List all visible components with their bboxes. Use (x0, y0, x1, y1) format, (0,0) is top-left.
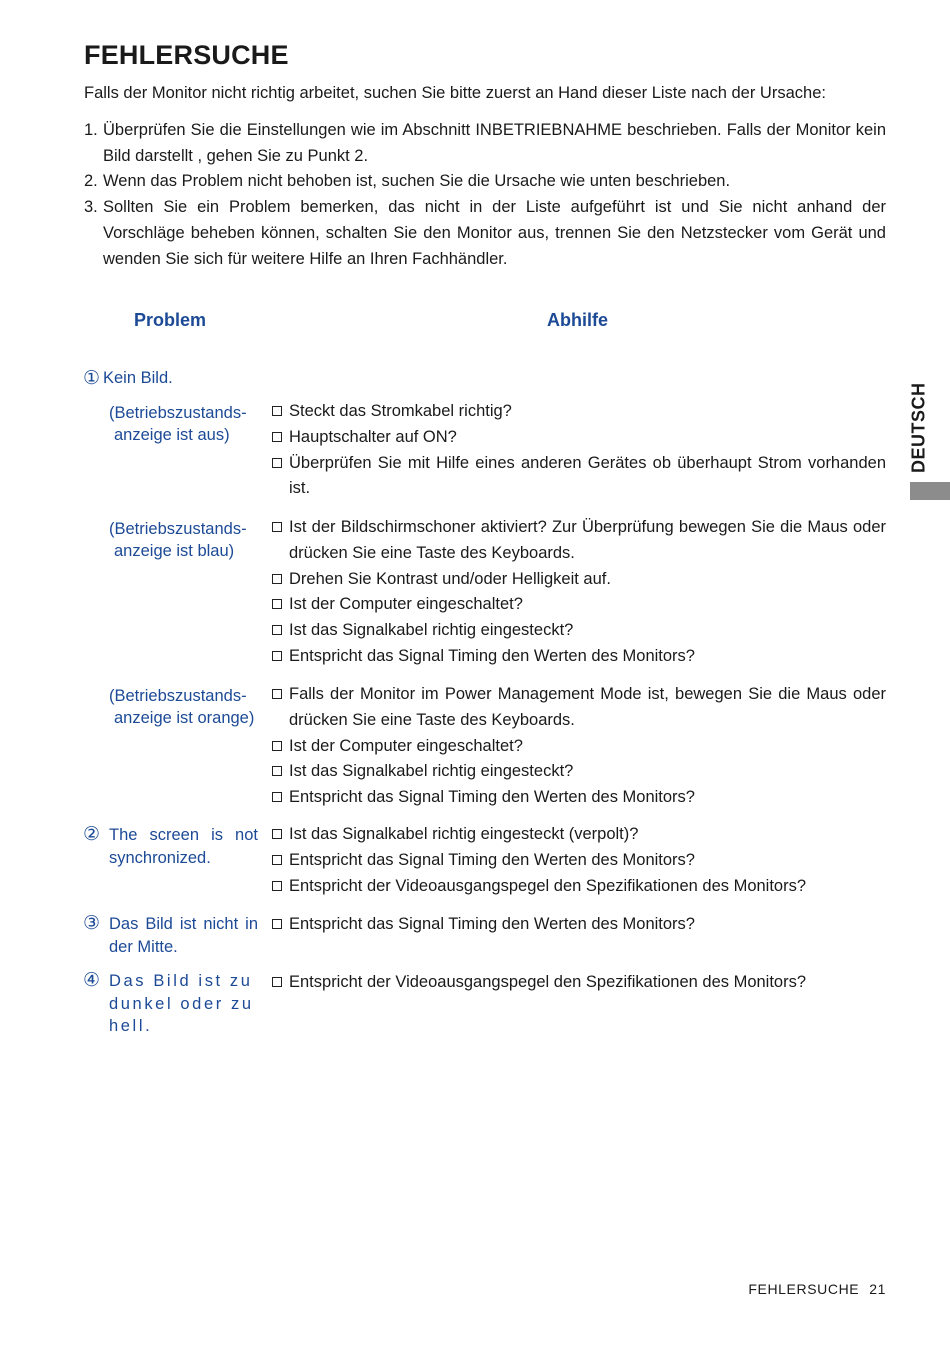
remedy-item: Ist das Signalkabel richtig eingesteckt (verpolt)? (270, 822, 886, 848)
language-side-tab: DEUTSCH (908, 382, 929, 474)
remedy-item: Entspricht der Videoausgangspegel den Spezifikationen des Monitors? (270, 874, 886, 900)
case-1b-condition-line2: anzeige ist blau) (114, 542, 235, 560)
problem-2-title: The screen is not synchronized. (109, 826, 258, 867)
step-number: 3. (84, 198, 98, 217)
page-title: FEHLERSUCHE (84, 40, 289, 70)
case-1a-remedy-list (270, 399, 886, 502)
case-1a-condition-line2: anzeige ist aus) (114, 426, 230, 444)
step-number: 2. (84, 172, 98, 191)
problem-column-header: Problem (134, 310, 207, 330)
remedy-item: Ist das Signalkabel richtig eingesteckt? (270, 618, 886, 644)
footer-section-name: FEHLERSUCHE (748, 1281, 860, 1297)
case-1c-remedy-list (270, 682, 886, 811)
remedy-item: Ist der Bildschirmschoner aktiviert? Zur Überprüfung bewegen Sie die Maus oder drücken Sie eine Taste des Keyboards. (270, 515, 886, 567)
problem-2-remedy-list (270, 822, 886, 899)
remedy-item: Ist das Signalkabel richtig eingesteckt? (270, 759, 886, 785)
remedy-item: Entspricht das Signal Timing den Werten des Monitors? (270, 848, 886, 874)
remedy-item: Entspricht der Videoausgangspegel den Spezifikationen des Monitors? (270, 970, 886, 996)
case-1c-condition-line1: (Betriebszustands- (109, 687, 247, 705)
step-text: Überprüfen Sie die Einstellungen wie im Abschnitt INBETRIEBNAHME beschrieben. Falls der Monitor kein Bild darstellt , gehen Sie zu Punkt 2. (103, 121, 886, 165)
remedy-item: Steckt das Stromkabel richtig? (270, 399, 886, 425)
remedy-item: Ist der Computer eingeschaltet? (270, 734, 886, 760)
remedy-item: Entspricht das Signal Timing den Werten des Monitors? (270, 785, 886, 811)
remedy-item: Falls der Monitor im Power Management Mode ist, bewegen Sie die Maus oder drücken Sie eine Taste des Keyboards. (270, 682, 886, 734)
remedy-item: Hauptschalter auf ON? (270, 425, 886, 451)
remedy-item: Überprüfen Sie mit Hilfe eines anderen Gerätes ob überhaupt Strom vorhanden ist. (270, 451, 886, 503)
step-list (84, 118, 886, 272)
step-item (84, 118, 886, 169)
case-1c-condition-line2: anzeige ist orange) (114, 709, 255, 727)
intro-text: Falls der Monitor nicht richtig arbeitet, suchen Sie bitte zuerst an Hand dieser Liste nach der Ursache: (84, 84, 826, 102)
step-item (84, 195, 886, 272)
remedy-item: Ist der Computer eingeschaltet? (270, 592, 886, 618)
problem-1-title: Kein Bild. (103, 369, 173, 387)
case-1b-remedy-list (270, 515, 886, 670)
remedy-column-header: Abhilfe (547, 310, 608, 330)
problem-3-number: ③ (83, 913, 101, 934)
problem-4-remedy-list (270, 970, 886, 996)
step-text: Sollten Sie ein Problem bemerken, das nicht in der Liste aufgeführt ist und Sie nicht anhand der Vorschläge beheben können, schalten Sie den Monitor aus, trennen Sie den Netzstecker vom Gerät und wenden Sie sich für weitere Hilfe an Ihren Fachhändler. (103, 198, 886, 268)
page-number: 21 (869, 1281, 886, 1297)
remedy-item: Drehen Sie Kontrast und/oder Helligkeit auf. (270, 567, 886, 593)
case-1b-condition-line1: (Betriebszustands- (109, 520, 247, 538)
remedy-item: Entspricht das Signal Timing den Werten des Monitors? (270, 912, 886, 938)
step-item (84, 169, 886, 195)
step-number: 1. (84, 121, 98, 139)
page-footer (748, 1281, 886, 1297)
problem-1-number: ① (83, 368, 101, 389)
problem-4-title: Das Bild ist zu dunkel oder zu hell. (109, 972, 254, 1035)
case-1a-condition-line1: (Betriebszustands- (109, 404, 247, 422)
problem-2-number: ② (83, 824, 101, 845)
problem-3-title: Das Bild ist nicht in der Mitte. (109, 915, 258, 956)
side-tab-marker (910, 482, 950, 500)
remedy-item: Entspricht das Signal Timing den Werten des Monitors? (270, 644, 886, 670)
problem-4-number: ④ (83, 970, 101, 991)
problem-3-remedy-list (270, 912, 886, 938)
step-text: Wenn das Problem nicht behoben ist, suchen Sie die Ursache wie unten beschrieben. (103, 172, 731, 191)
